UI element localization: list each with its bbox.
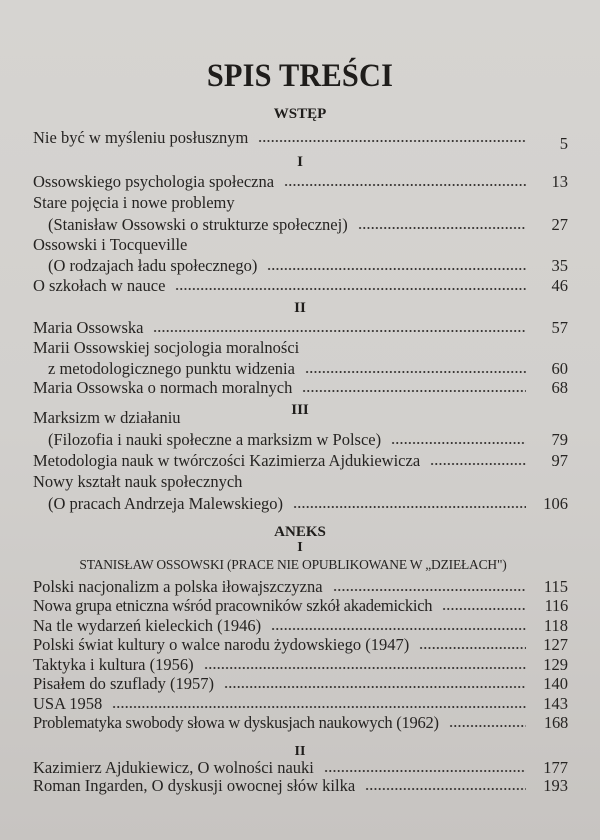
- entry-title: USA 1958: [33, 694, 103, 713]
- entry-page: 79: [551, 430, 568, 449]
- entry-page: 115: [543, 577, 568, 596]
- toc-entry: [33, 318, 567, 338]
- entry-page: 27: [551, 215, 568, 234]
- toc-entry: [33, 172, 567, 192]
- section-heading-wstep: WSTĘP: [273, 106, 327, 122]
- toc-entry: [33, 577, 567, 597]
- entry-subtitle: (O pracach Andrzeja Malewskiego): [48, 494, 284, 513]
- entry-title: Nie być w myśleniu posłusznym: [33, 128, 249, 147]
- leader-dots: [175, 287, 526, 291]
- entry-page: 97: [551, 451, 568, 470]
- entry-title: Problematyka swobody słowa w dyskusjach naukowych (1962): [33, 713, 439, 732]
- leader-dots: [302, 389, 526, 393]
- section-heading-aneks-part-1: I: [297, 540, 303, 555]
- toc-entry: [48, 215, 567, 235]
- toc-entry: [33, 674, 567, 694]
- toc-entry: [33, 713, 567, 733]
- toc-entry: [48, 430, 567, 450]
- leader-dots: [258, 139, 526, 143]
- entry-page: 46: [551, 276, 568, 295]
- entry-page: 13: [551, 172, 568, 191]
- section-heading-part-1: I: [297, 154, 303, 170]
- entry-title: Pisałem do szuflady (1957): [33, 674, 215, 693]
- entry-page: 127: [543, 635, 568, 654]
- entry-page: 168: [544, 713, 568, 732]
- toc-entry: [33, 655, 567, 675]
- entry-page: 106: [543, 494, 568, 513]
- leader-dots: [365, 787, 526, 791]
- entry-page: 68: [551, 378, 568, 397]
- leader-dots: [305, 370, 526, 374]
- entry-title: Maria Ossowska: [33, 318, 144, 337]
- entry-title: Taktyka i kultura (1956): [33, 655, 194, 674]
- leader-dots: [391, 441, 526, 445]
- entry-title: O szkołach w nauce: [33, 276, 166, 295]
- toc-entry: [33, 694, 567, 714]
- toc-entry: [33, 776, 567, 796]
- entry-title: Ossowskiego psychologia społeczna: [33, 172, 275, 191]
- entry-subtitle: (Stanisław Ossowski o strukturze społecznej): [48, 215, 348, 234]
- toc-entry: [48, 256, 567, 276]
- entry-title: Marksizm w działaniu: [33, 408, 181, 427]
- leader-dots: [112, 705, 526, 709]
- section-heading-aneks: ANEKS: [274, 524, 326, 540]
- entry-subtitle: z metodologicznego punktu widzenia: [48, 359, 295, 378]
- section-heading-part-3: III: [291, 402, 309, 418]
- entry-title: Kazimierz Ajdukiewicz, O wolności nauki: [33, 758, 314, 777]
- entry-subtitle: (Filozofia i nauki społeczne a marksizm w Polsce): [48, 430, 382, 449]
- toc-entry: [48, 494, 567, 514]
- entry-title: Polski nacjonalizm a polska iłowajszczyzna: [33, 577, 323, 596]
- leader-dots: [267, 267, 526, 271]
- toc-entry: [33, 758, 567, 778]
- section-heading-part-2: II: [294, 300, 306, 316]
- entry-page: 35: [551, 256, 568, 275]
- leader-dots: [358, 226, 526, 230]
- section-heading-aneks-part-2: II: [294, 744, 306, 759]
- entry-page: 57: [551, 318, 568, 337]
- toc-entry: [33, 451, 567, 471]
- toc-entry: [33, 276, 567, 296]
- page-title: SPIS TREŚCI: [206, 58, 394, 94]
- entry-title: Maria Ossowska o normach moralnych: [33, 378, 293, 397]
- entry-page: 143: [543, 694, 568, 713]
- leader-dots: [153, 329, 526, 333]
- entry-page: 140: [543, 674, 568, 693]
- entry-page: 177: [543, 758, 568, 777]
- entry-title: Marii Ossowskiej socjologia moralności: [33, 338, 300, 357]
- entry-title: Polski świat kultury o walce narodu żydowskiego (1947): [33, 635, 410, 654]
- leader-dots: [271, 627, 526, 631]
- entry-title: Na tle wydarzeń kieleckich (1946): [33, 616, 262, 635]
- entry-title: Metodologia nauk w twórczości Kazimierza Ajdukiewicza: [33, 451, 421, 470]
- entry-title: Roman Ingarden, O dyskusji owocnej słów kilka: [33, 776, 356, 795]
- toc-entry: [48, 359, 567, 379]
- toc-entry: [33, 616, 567, 636]
- toc-entry: [33, 596, 567, 616]
- leader-dots: [442, 607, 526, 611]
- leader-dots: [204, 666, 526, 670]
- leader-dots: [419, 646, 526, 650]
- entry-page: 118: [543, 616, 568, 635]
- entry-title: Nowy kształt nauk społecznych: [33, 472, 243, 491]
- entry-page: 5: [559, 134, 568, 153]
- entry-title: Stare pojęcia i nowe problemy: [33, 193, 235, 212]
- leader-dots: [430, 462, 526, 466]
- entry-title: Ossowski i Tocqueville: [33, 235, 188, 254]
- toc-entry: [33, 635, 567, 655]
- entry-page: 193: [543, 776, 568, 795]
- toc-entry: [33, 378, 567, 398]
- leader-dots: [333, 588, 526, 592]
- entry-page: 116: [544, 596, 568, 615]
- entry-page: 129: [543, 655, 568, 674]
- entry-subtitle: (O rodzajach ładu społecznego): [48, 256, 258, 275]
- leader-dots: [324, 769, 526, 773]
- section-subheading-aneks: STANISŁAW OSSOWSKI (PRACE NIE OPUBLIKOWANE W „DZIEŁACH"): [79, 557, 507, 572]
- entry-page: 60: [551, 359, 568, 378]
- leader-dots: [224, 685, 526, 689]
- entry-title: Nowa grupa etniczna wśród pracowników szkół akademickich: [33, 596, 433, 615]
- leader-dots: [284, 183, 526, 187]
- toc-entry: [33, 128, 568, 153]
- leader-dots: [293, 505, 526, 509]
- leader-dots: [449, 724, 526, 728]
